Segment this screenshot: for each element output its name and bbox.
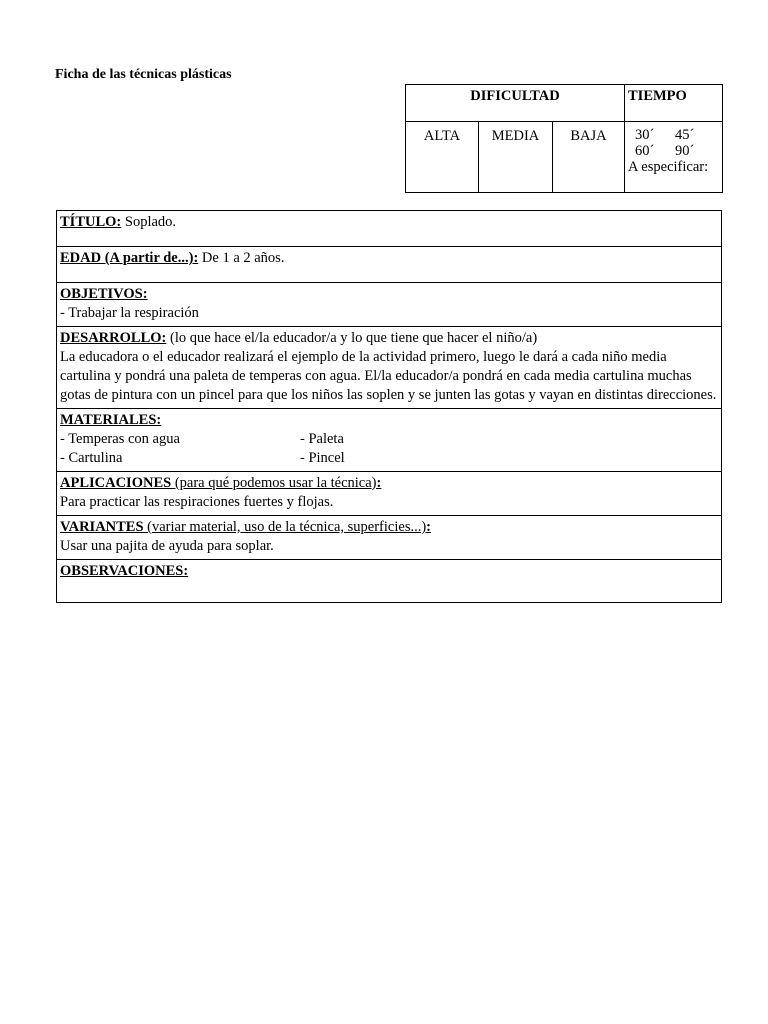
time-especificar: A especificar: (628, 159, 709, 175)
objetivos-label: OBJETIVOS: (60, 286, 148, 302)
material-item: - Cartulina (60, 450, 123, 466)
difficulty-time-table (405, 84, 723, 193)
material-item: - Paleta (300, 431, 344, 447)
level-alta: ALTA (406, 122, 479, 193)
edad-value: De 1 a 2 años. (198, 250, 285, 266)
titulo-label: TÍTULO: (60, 214, 122, 230)
variantes-label: VARIANTES (60, 519, 144, 535)
level-media: MEDIA (479, 122, 553, 193)
aplicaciones-hint: (para qué podemos usar la técnica) (171, 475, 377, 491)
edad-cell (57, 247, 722, 283)
desarrollo-hint: (lo que hace el/la educador/a y lo que tiene que hacer el niño/a) (166, 330, 538, 346)
time-options (625, 122, 723, 193)
desarrollo-label: DESARROLLO: (60, 330, 167, 346)
time-45: 45´ (675, 127, 695, 143)
level-baja: BAJA (553, 122, 625, 193)
desarrollo-cell (57, 327, 722, 409)
observaciones-cell (57, 560, 722, 603)
aplicaciones-colon: : (376, 475, 382, 491)
objetivos-item: - Trabajar la respiración (60, 305, 199, 321)
materiales-cell (57, 409, 722, 472)
material-item: - Pincel (300, 450, 345, 466)
variantes-colon: : (426, 519, 432, 535)
aplicaciones-cell (57, 472, 722, 516)
materiales-label: MATERIALES: (60, 412, 162, 428)
dificultad-header: DIFICULTAD (406, 85, 625, 122)
aplicaciones-label: APLICACIONES (60, 475, 172, 491)
objetivos-cell (57, 283, 722, 327)
time-60: 60´ (635, 143, 655, 159)
document-title: Ficha de las técnicas plásticas (55, 67, 232, 82)
material-item: - Temperas con agua (60, 431, 180, 447)
variantes-hint: (variar material, uso de la técnica, superficies...) (143, 519, 427, 535)
variantes-cell (57, 516, 722, 560)
aplicaciones-text: Para practicar las respiraciones fuertes y flojas. (60, 494, 334, 510)
desarrollo-text: La educadora o el educador realizará el ejemplo de la actividad primero, luego le dará a cada niño media cartulina y pondrá una paleta de temperas con agua. El/la educador/a pondrá en cada media cartulina muchas gotas de pintura con un pincel para que los niños las soplen y se junten las gotas y vayan en distintas direcciones. (60, 349, 717, 403)
time-30: 30´ (635, 127, 655, 143)
tiempo-header: TIEMPO (625, 85, 723, 122)
titulo-value: Soplado. (121, 214, 177, 230)
edad-label: EDAD (A partir de...): (60, 250, 199, 266)
time-90: 90´ (675, 143, 695, 159)
titulo-cell (57, 211, 722, 247)
variantes-text: Usar una pajita de ayuda para soplar. (60, 538, 274, 554)
observaciones-label: OBSERVACIONES: (60, 563, 189, 579)
technique-form-table (56, 210, 722, 603)
